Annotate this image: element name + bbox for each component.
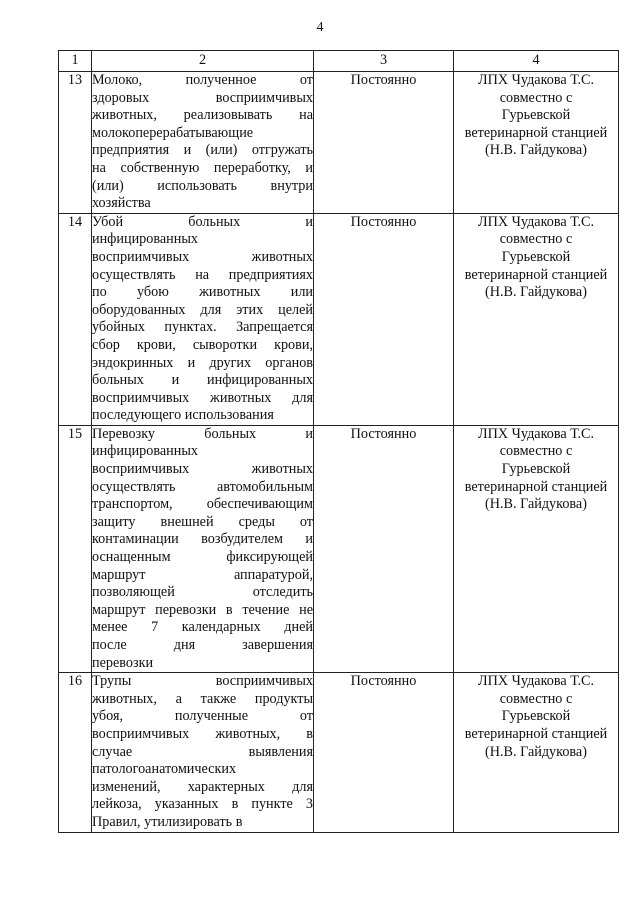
responsible-line: ветеринарной станцией [464, 266, 608, 283]
responsible-line: Гурьевской [501, 461, 571, 478]
measure-description-line: последующего использования [92, 407, 274, 424]
measure-description-line: больных и инфицированных [92, 372, 313, 389]
responsible-line: совместно с [499, 89, 573, 106]
table-row [59, 72, 619, 214]
responsible-line: ЛПХ Чудакова Т.С. [477, 425, 595, 442]
measure-description-line: позволяющей отследить [92, 584, 313, 601]
page-number: 4 [316, 20, 324, 35]
measure-description-line: восприимчивых животных, в [92, 725, 313, 742]
measure-description-line: перевозки [92, 654, 154, 671]
responsible-line: ЛПХ Чудакова Т.С. [477, 673, 595, 690]
measure-description-line: транспортом, обеспечивающим [92, 496, 313, 513]
measure-description-line: Перевозку больных и [92, 425, 313, 442]
responsible-line: ветеринарной станцией [464, 124, 608, 141]
measure-description-line: оснащенным фиксирующей [92, 549, 313, 566]
measure-period: Постоянно [314, 425, 454, 672]
measure-description-line: эндокринных и других органов [92, 354, 313, 371]
measure-description-line: по убою животных или [92, 284, 313, 301]
measure-description-line: здоровых восприимчивых [92, 89, 313, 106]
measure-description-line: Молоко, полученное от [92, 72, 313, 88]
responsible-line: совместно с [499, 443, 573, 460]
column-header-responsible: 4 [454, 51, 619, 72]
measure-description-line: Убой больных и [92, 213, 313, 230]
measure-description-line: изменений, характерных для [92, 778, 313, 795]
responsible-line: совместно с [499, 690, 573, 707]
column-header-number: 1 [59, 51, 92, 72]
measure-description-line: убоя, полученные от [92, 708, 313, 725]
responsible-line: (Н.В. Гайдукова) [485, 142, 587, 159]
measure-period: Постоянно [314, 213, 454, 425]
measure-description-line: животных, а также продукты [92, 690, 313, 707]
measure-responsible [454, 72, 619, 214]
measure-description [92, 213, 314, 425]
measure-description [92, 72, 314, 214]
measure-description-line: сбор крови, сыворотки крови, [92, 336, 313, 353]
responsible-line: совместно с [499, 231, 573, 248]
measure-responsible [454, 425, 619, 672]
responsible-line: ЛПХ Чудакова Т.С. [477, 72, 595, 88]
responsible-line: ветеринарной станцией [464, 478, 608, 495]
measure-description-line: Трупы восприимчивых [92, 673, 313, 690]
table-row [59, 213, 619, 425]
row-number: 13 [59, 72, 92, 214]
measure-description-line: лейкоза, указанных в пункте 3 [92, 796, 313, 813]
table-row [59, 425, 619, 672]
measure-description-line: молокоперерабатывающие [92, 124, 254, 141]
measure-responsible [454, 673, 619, 832]
measure-description-line: маршрут перевозки в течение не [92, 601, 313, 618]
responsible-line: Гурьевской [501, 248, 571, 265]
measure-description-line: защиту внешней среды от [92, 513, 313, 530]
responsible-line: Гурьевской [501, 107, 571, 124]
measure-description-line: восприимчивых животных [92, 461, 313, 478]
responsible-line: (Н.В. Гайдукова) [485, 496, 587, 513]
measure-description-line: (или) использовать внутри [92, 177, 313, 194]
measure-description-line: менее 7 календарных дней [92, 619, 313, 636]
measure-description-line: случае выявления [92, 743, 313, 760]
measure-description [92, 673, 314, 832]
measure-description-line: восприимчивых животных для [92, 389, 313, 406]
row-number: 14 [59, 213, 92, 425]
measure-description-line: хозяйства [92, 195, 151, 212]
measure-description-line: убойных пунктах. Запрещается [92, 319, 313, 336]
measure-description-line: оборудованных для этих целей [92, 301, 313, 318]
measure-description-line: инфицированных [92, 231, 198, 248]
measure-description-line: патологоанатомических [92, 761, 237, 778]
table-row [59, 673, 619, 832]
measure-description-line: осуществлять автомобильным [92, 478, 313, 495]
column-header-measure: 2 [92, 51, 314, 72]
row-number: 15 [59, 425, 92, 672]
measure-description-line: на собственную переработку, и [92, 159, 313, 176]
measure-description-line: после дня завершения [92, 637, 313, 653]
measure-description-line: инфицированных [92, 443, 198, 460]
measure-description-line: восприимчивых животных [92, 248, 313, 265]
measure-description-line: маршрут аппаратурой, [92, 566, 313, 583]
column-header-period: 3 [314, 51, 454, 72]
measure-description [92, 425, 314, 672]
measure-period: Постоянно [314, 72, 454, 214]
responsible-line: ветеринарной станцией [464, 725, 608, 742]
measure-responsible [454, 213, 619, 425]
responsible-line: Гурьевской [501, 708, 571, 725]
responsible-line: ЛПХ Чудакова Т.С. [477, 213, 595, 230]
measure-description-line: предприятия и (или) отгружать [92, 142, 313, 159]
responsible-line: (Н.В. Гайдукова) [485, 284, 587, 301]
measure-period: Постоянно [314, 673, 454, 832]
measure-description-line: осуществлять на предприятиях [92, 266, 313, 283]
measure-description-line: контаминации возбудителем и [92, 531, 313, 548]
table-header-row [59, 51, 619, 72]
row-number: 16 [59, 673, 92, 832]
responsible-line: (Н.В. Гайдукова) [485, 743, 587, 760]
measures-table [58, 50, 619, 833]
measure-description-line: животных, реализовывать на [92, 107, 313, 124]
measure-description-line: Правил, утилизировать в [92, 813, 243, 830]
